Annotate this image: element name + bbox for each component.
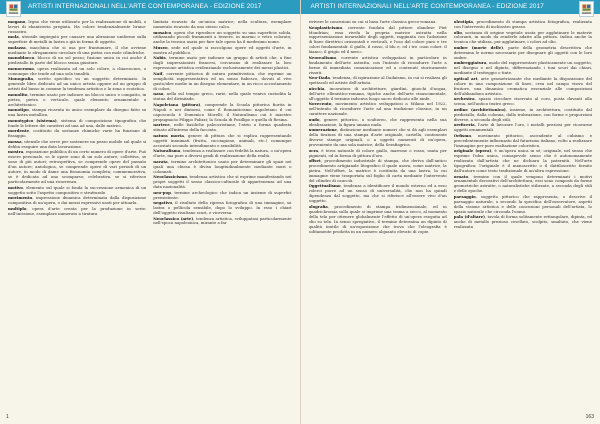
glossary-term: olio [453, 29, 462, 35]
left-column-1 [8, 20, 146, 410]
glossary-definition: , tendenza a realizzare con fedeltà la natura, o un'opera d'arte, ma pure a diversi gradi di realizzazione della realtà. [153, 148, 292, 159]
glossary-term: Neorealismo [308, 54, 337, 60]
glossary-entry [309, 102, 447, 117]
glossary-entry [8, 67, 146, 77]
glossary-term: mosaico [153, 29, 172, 35]
glossary-term: Neoclassico (arte) [153, 215, 194, 221]
glossary-definition: , tavola di forma solitamente rettangolare, dipinta, ed anche di metallo prezioso cesellato, scolpito, smaltato, che viene realizzata [453, 214, 592, 230]
glossary-term: mostra [8, 149, 24, 155]
glossary-entry [153, 72, 291, 92]
glossary-term: nicchia [308, 85, 325, 91]
glossary-definition: , termine usato per indicare un blocco unico e compatto, in pietra, pietra o verticale, quale elemento ornamentale o architettonico. [8, 91, 147, 107]
glossary-term: molazza [8, 44, 26, 50]
glossary-entry [8, 196, 146, 206]
right-page-body [309, 20, 593, 410]
glossary-term: Novecento [308, 101, 332, 107]
glossary-term: paesaggio [453, 193, 476, 199]
glossary-definition: , incavatura di architetture, giardini, giuochi d'acqua, dell'arte ellenistico-romana, tipiche anche dell'arte rinascimentale, all'oggetto il termine indicava luogo sacro dedicato alle ninfe. [308, 85, 447, 101]
glossary-term: mordente [8, 128, 30, 134]
glossary-term: mola [8, 34, 19, 40]
glossary-definition: , soggetto pittorico che rappresenta, o descrive il paesaggio naturale, o secondo la specifica dell'osservatore, aspetti della visione artistica e delle concezioni personali dell'artista, lo spazio naturale che circonda l'uomo. [453, 193, 592, 214]
glossary-definition: , movimento pittorico, ascendente al cubismo e precedentemente influenzato dal futurismo italiano, volto a realizzare l'immagine per puro esaltazione coloristica. [453, 132, 592, 148]
glossary-definition: , distinzione mediante numeri che si dà agli esemplari della tiratura di una stampa d'arte originale, cartella, contenente diverse stampe originali, o a oggetti numerati di un'opera, proveniente da una sola matrice, della Serafiagrica. [308, 127, 447, 148]
glossary-entry [153, 149, 291, 159]
glossary-entry [8, 46, 146, 56]
glossary-definition: , corrente pittorica di natura primitivistica, che esprime un semplicità rappresentativa ed un senso fiabesco, dovuti al vivo gusto/idee medie in un disegno elementare, in un ricco accostamento di colori. [153, 70, 292, 91]
glossary-definition: , opera d'arte creata per la produzione in serie: nell'incisione, esemplare numerato a tiratura [8, 205, 147, 216]
glossary-term: ocra [308, 147, 319, 153]
glossary-entry [454, 31, 592, 46]
glossary-term: nartece [153, 122, 170, 128]
glossary-entry [454, 149, 592, 174]
glossary-entry [8, 140, 146, 150]
glossary-term: Neo-Dada [308, 75, 330, 81]
glossary-entry [8, 150, 146, 185]
right-page [301, 0, 600, 424]
glossary-definition: , corrente fondata dal pittore olandese Piet Mondrian; essa rivela la propria matrice astratta nella rappresentazione invariabile degli oggetti, raggiunta con l'adozione di linee direttrici orizzontali e verticali, e l'uso dal colore puro e tre colori fondamentali: il giallo, il rosso, il blu e, ed i tre «non colori: il bianco, il grigio ed il nero». [308, 24, 447, 55]
glossary-definition: , tendenza artistica che si esprime manifestando nei propri soggetti il senso classico-culturale di appartenenza ad una data nazionalità. [153, 174, 292, 190]
glossary-term: Naturalismo [153, 148, 181, 154]
glossary-entry [309, 118, 447, 128]
glossary-entry [309, 128, 447, 148]
glossary-definition: , è un'opera unica in sé; originale, nel senso che esprime l'idea unica, consapevole senso che è autonomamente realizzata dall'artista che ne dichiara la paternità. Nell'arte tipografica: l'originale è il manoscritto o il dattiloscritto fornito dall'autore come testo tradizionale di un'altra espressione. [453, 148, 592, 173]
glossary-term: monoblocco [8, 55, 35, 61]
glossary-entry [153, 134, 291, 149]
glossary-entry [309, 149, 447, 159]
right-column-1 [309, 20, 447, 410]
glossary-term: naso [153, 91, 164, 97]
left-page-body [8, 20, 292, 410]
glossary-definition: , procedimento di stampa tridimensionale, ed in quadrichromia sulla quale si imprime una trama a secco, al momento della tela per ottenere globalmente l'effetto di un'opera eseguita ad olio su tela. In senso spregiativo, il termine determina un dipinto di qualità inutile di un'esposizione che trova che l'oleografia è solitamente prodotta in un numero alquanto elevato di copie. [308, 203, 447, 234]
glossary-definition: , utensile impiegato per causare una abrasione uniforme sulla superficie di metalli in lastra o già in forma di oggetto. [8, 34, 147, 45]
glossary-term: olografia [308, 203, 328, 209]
glossary-term: negativo [153, 200, 172, 206]
glossary-term: Monografia [8, 76, 33, 82]
glossary-entry [153, 123, 291, 133]
glossary-term: Orfismo [453, 132, 471, 138]
glossary-definition: , termine architettonico usato per determinare gli spazi nei quali una chiesa è divisa longitudinalmente mediante muri o colonnati. [153, 158, 292, 174]
glossary-definition: , termine archeologico che indica un insieme di superfici preesistente. [153, 189, 292, 200]
glossary-definition: , è terra naturale di colore giallo, marrone o rosso, usata per pigmenti, ed in forma di pittura d'oro. [308, 147, 447, 158]
glossary-definition: , nelle basiliche paleocristiane, l'atrio a forma quadrata situato all'interno della facciata. [153, 122, 292, 133]
glossary-term: offset [308, 158, 321, 164]
glossary-definition: , termine con il quale vengono determinati i motivi ornamentali decorativi dell'architettura; essi sono composti da forme geometriche astratte, o naturalistiche stilizzate, a seconda degli stili e delle epoche. [453, 173, 592, 194]
glossary-definition: , procedimento industriale di stampa, che deriva dall'antico procedimento artigianale litografico il quale usava, come matrice, la pietra. Nell'offset, la matrice è costituita da una lastra, la cui immagine viene trasportata sul foglio di carta mediante l'intervento del cilindro di caucciù. [308, 158, 447, 183]
glossary-definition: , costituito da sostanze chimiche varie ha funzione di fissaggio. [8, 128, 147, 139]
glossary-definition: rivivere le concezioni su cui si basa l'arte classica greco-romana. [308, 20, 437, 24]
glossary-definition: , movimento artistico sviluppatosi a Milano nel 1922, nell'intento di ricondurre l'arte ad una tradizione classica, in un carattere nazionale. [308, 101, 447, 117]
glossary-term: oleotipia [453, 20, 473, 24]
glossary-entry [454, 195, 592, 215]
glossary-entry [454, 77, 592, 97]
glossary-entry [454, 175, 592, 195]
glossary-term: Naif [153, 70, 163, 76]
right-header-title: ARTISTI INTERNAZIONALI NELL'ARTE CONTEMPORANEA - EDIZIONE 2017 [310, 3, 544, 10]
glossary-term: nudo [308, 116, 320, 122]
glossary-entry [153, 20, 291, 30]
glossary-term: optical art [453, 75, 478, 81]
glossary-definition: , macchina che si usa per frantumare, il che avviene mediante lo sfregamento circolare di una pietra con mole cilindriche. [8, 44, 147, 55]
glossary-entry [454, 61, 592, 76]
glossary-term: Oggettualismo [308, 183, 341, 189]
glossary-term: motivo [8, 184, 23, 190]
glossary-entry [309, 184, 447, 204]
glossary-entry [454, 108, 592, 123]
glossary-definition: , arte geometrizzante che mediante la disposizione del colore in una composizione di linee, crea nel campo visivo del fruitore, una dinamica cromatica essenziale alle composizioni dell'abbandono artistico. [453, 75, 592, 96]
glossary-entry [153, 201, 291, 216]
book-logo-icon [6, 1, 21, 17]
right-page-number: 163 [585, 414, 594, 420]
glossary-definition: , tendenza a identificare il mondo esterno ed a esso volerci porre ad un senso di universalità, che non ha quindi dipendenza dal soggetto, ma che si riferisce all'essere vivo d'un soggetto. [308, 183, 447, 204]
glossary-term: ornato [453, 173, 469, 179]
glossary-definition: , stampa ricavata in unico esemplare da disegno fatto su una lastra metallica. [8, 107, 147, 118]
glossary-entry [454, 123, 592, 133]
glossary-definition: , legno che viene utilizzato per la realizzazione di mobili, o lavori di ebanisteria pregiata. Ha colore tendenzialmente bruno-rossastro. [8, 20, 147, 34]
glossary-entry [309, 56, 447, 76]
glossary-entry [153, 56, 291, 71]
glossary-definition: , il risultato della ripresa fotografica di una immagine, su lastra o pellicola sensibile, dopo lo sviluppo. In esso i chiari dell'oggetto risultano scuri, e viceversa. [153, 200, 292, 215]
glossary-definition: , corrente artistica sviluppatasi in particolare in fondamento dell'arte astratta, con l'intento di ricondurre l'arte a forme di immediata comunicazione ed a contenuti storicamente vissuti. [308, 54, 447, 75]
left-column-2 [153, 20, 291, 410]
glossary-term: Napoletana (pittura) [153, 101, 201, 107]
glossary-definition: , elemento sul quale si fonda la successione armonica di un soggetto sotto l'aspetto compositivo e strutturale. [8, 184, 147, 195]
glossary-definition: , l'arte di lavorare l'oro, i metalli preziosi per ricavarne oggetti ornamentali. [453, 122, 592, 133]
glossary-term: mossa [8, 138, 22, 144]
glossary-definition: , termine usato per indicare un gruppo di artisti che, a fine dagli impressionisti francesi, cercavano di realizzare la loro espressione artistica evidenziando esclusivamente dei mezzi plastici. [153, 55, 292, 71]
glossary-definition: , opera realizzata ad un solo colore, a chiaroscuro, o comunque che tende ad una sola tonalità. [8, 65, 147, 76]
glossary-definition: , procedimento di stampa artistica fotografica, realizzata con l'intervento di inchiostro grasso. [453, 20, 592, 29]
glossary-definition: , impressione dinamica determinata dalla disposizione compositiva di un'opera, o dai mezzi espressivi usati per attuarla. [8, 195, 147, 206]
glossary-term: monocromo [8, 65, 34, 71]
glossary-term: orchestra [453, 96, 475, 102]
glossary-term: monotipo [8, 107, 29, 113]
glossary-term: originale (opera) [453, 148, 492, 154]
glossary-definition: , sostanza di origine vegetale usata per agglutinare le materie coloranti, in modo da renderle adatte alla pittura. Indica anche la tecnica che utilizza, per agglutinare, i colori ad olio. [453, 29, 592, 45]
glossary-term: ordine (architettonico) [453, 106, 506, 112]
glossary-term: pala (d'altare) [453, 214, 485, 220]
glossary-definition: , utensile che serve per sostenere un pezzo mobile sul quale si debba eseguire una data lavorazione. [8, 138, 147, 149]
glossary-term: oreficeria [453, 122, 475, 128]
glossary-entry [454, 46, 592, 61]
glossary-term: ombreggiatura [453, 60, 487, 66]
glossary-definition: , comprende la Scuola pittorica fiorita in Napoli e nei dintorni, come il Romanticismo napoletano il cui caposcuola è Domenico Morelli; il Naturalismo cui è maestro propugnacio Filippo Palizzi; la Scuola di Posillipo e quella di Resina. [153, 101, 292, 122]
glossary-entry [309, 205, 447, 235]
glossary-term: navata [153, 158, 168, 164]
glossary-entry [153, 103, 291, 123]
glossary-term: natura morta [153, 132, 184, 138]
glossary-entry [309, 26, 447, 56]
glossary-entry [8, 56, 146, 66]
glossary-entry [153, 160, 291, 175]
glossary-definition: , parte della geometria descrittiva che determina le norme necessarie per disegnare gli oggetti con le loro ombre. [453, 44, 592, 60]
glossary-term: numerazione [308, 127, 337, 133]
glossary-definition: , tendenza, di ispirazione al Dadaismo, in cui si realizza gli spettacoli ed artiste dell'artista. [308, 75, 447, 86]
glossary-entry [8, 207, 146, 217]
glossary-entry [153, 46, 291, 56]
left-header-title: ARTISTI INTERNAZIONALI NELL'ARTE CONTEMPORANEA - EDIZIONE 2017 [28, 3, 262, 10]
glossary-definition: , esposizione pubblica di un certo numero di opere d'arte. Può essere personale, se le opere sono di un solo autore; collettiva, se sono di più autori; retrospettiva, se comprende opere del passato d'un autore; antologica, se comprende opere di vari periodi di un autore, in modo di dame una fisionomia completa; commemorativa, se è dedicata ad uno scomparso; celebrativa, se si riferisce particolarmente ad una ricorrenza. [8, 149, 147, 185]
glossary-term: monotypico (sistema) [8, 117, 57, 123]
glossary-term: neo-pop [153, 189, 171, 195]
glossary-entry [454, 215, 592, 230]
glossary-term: ombre (morte delle) [453, 44, 504, 50]
glossary-definition: , nella sul tempio greco, rarie, nella quale veniva custodita la statua del divinitade. [153, 91, 292, 102]
glossary-term: Neoclassicismo [153, 174, 187, 180]
glossary-definition: , blocco di un sol pezzo; fusione unica in cui anche il piedistallo fa parte del blocco senza giunture. [8, 55, 147, 66]
glossary-definition: , opera che riproduce un soggetto su una superficie solida, utilizzando piccoli frammenti a tessere, in marmo o vetro colorato; anche la tecnica usata per fare tale opera ha il medesimo nome. [153, 29, 292, 45]
glossary-entry [454, 20, 592, 30]
glossary-entry [8, 35, 146, 45]
glossary-entry [153, 175, 291, 190]
right-column-2 [454, 20, 592, 410]
glossary-entry [153, 92, 291, 102]
glossary-definition: , sistema di composizione tipografica che fonde le lettere dei caratteri ad una ad una, dalle matrici. [8, 117, 147, 128]
glossary-term: mogano [8, 20, 26, 24]
glossary-entry [153, 191, 291, 201]
glossary-entry [309, 87, 447, 102]
glossary-entry [454, 134, 592, 149]
glossary-entry [8, 20, 146, 35]
glossary-definition: , genere pittorico, o scultoreo, che rappresenta nella sua idealizzazione, la figura umana nuda. [308, 116, 447, 127]
glossary-term: monolito [8, 91, 28, 97]
glossary-definition: , insieme, in architettura, costituito dal piedistallo, dalla colonna, dalla trabeazione, con forme e proporzioni diverse, a seconda degli stili. [453, 106, 592, 122]
glossary-definition: limitata ricavato da un'unica matrice; nella scultura, esemplare numerato ricavato da uno stesso calco. [153, 20, 292, 29]
glossary-definition: , scritto specifico su un soggetto determinato. In generale libro dedicato ad un unico artista oppure ad un gruppo di artisti dal basso in comune la tendenza artistica o la zona o ecoistica. [8, 76, 147, 92]
glossary-definition: , genere di pittura che si esplica rappresentando oggetti inanimati (frutta, cacciagione, animali, etc.) comunque accostati secondo intendimento e sensibilità. [153, 132, 292, 148]
glossary-entry [309, 159, 447, 184]
left-page-number: 1 [6, 414, 9, 420]
glossary-term: Neoplasticismo [308, 24, 343, 30]
glossary-definition: , spazio circolare riservato al coro, posta davanti alla scena, nell'antico teatro greco. [453, 96, 592, 107]
glossary-definition: , tendenza artistica, sviluppatasi particolarmente nell'epoca napoleonica, mirante a far [153, 215, 292, 226]
right-page-header [301, 0, 600, 14]
glossary-entry [309, 76, 447, 86]
glossary-entry [8, 108, 146, 118]
glossary-entry [454, 97, 592, 107]
glossary-definition: , modo del rappresentare plasticamente un soggetto, nel disegno o nel dipinto, differenziando i toni scuri dai chiari, mediante il tratteggio o tinte. [453, 60, 592, 76]
glossary-term: movimento [8, 195, 33, 201]
left-page-header [0, 0, 300, 14]
glossary-entry [8, 77, 146, 92]
glossary-entry [8, 119, 146, 129]
glossary-entry [8, 186, 146, 196]
glossary-entry [8, 93, 146, 108]
glossary-entry [153, 31, 291, 46]
book-logo-icon [579, 1, 594, 17]
glossary-term: Nabis [153, 55, 166, 61]
glossary-definition: , sede nel quale si raccolgono opere ed oggetti d'arte, in mostra al pubblico. [153, 44, 292, 55]
glossary-term: multiplo [8, 205, 27, 211]
glossary-term: Museo [153, 44, 168, 50]
glossary-entry [8, 129, 146, 139]
glossary-entry [153, 217, 291, 227]
